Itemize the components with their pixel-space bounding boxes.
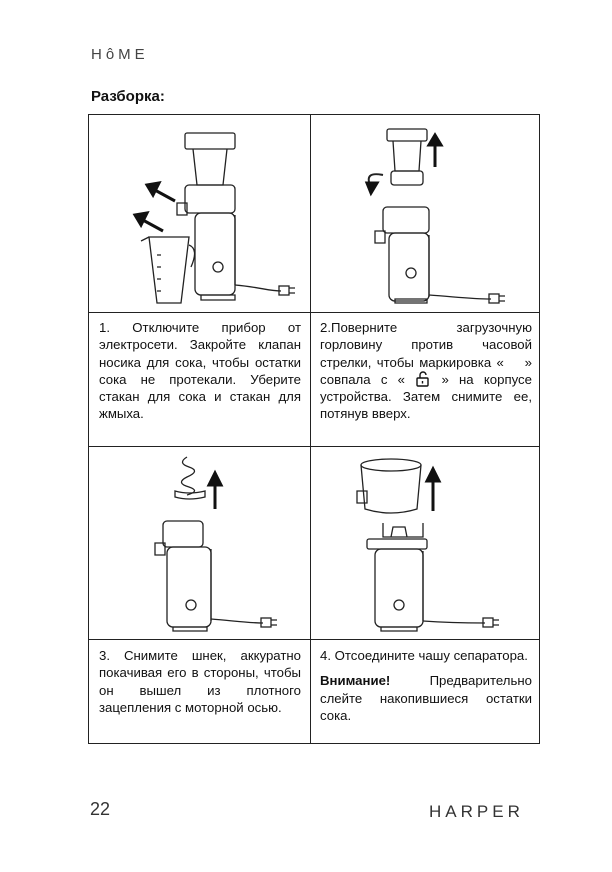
step-4-text-block	[320, 647, 532, 724]
step-1-illustration	[109, 125, 299, 307]
marker-space-icon	[509, 356, 519, 370]
step-2-text	[320, 319, 532, 423]
section-title: Разборка:	[91, 88, 165, 105]
step-2-text-part3: » на корпусе устройства. Затем снимите ее, потянув вверх.	[320, 371, 532, 422]
step-2-text-part1: 2.Поверните загрузочную горловину против часовой стрелки, чтобы маркировка «	[320, 320, 532, 370]
unlock-icon	[415, 371, 431, 387]
step-4-warning	[320, 672, 532, 724]
warning-text: Предварительно слейте накопившиеся остатки сока.	[320, 673, 532, 723]
step-4-illustration	[347, 451, 527, 635]
step-1-text: 1. Отключите прибор от электросети. Закройте клапан носика для сока, чтобы остатки сока не протекали. Уберите стакан для сока и стакан для жмыха.	[99, 320, 301, 422]
table-divider-2	[89, 446, 539, 447]
table-divider-3	[89, 639, 539, 640]
table-divider-vertical	[310, 115, 311, 743]
step-4-text: 4. Отсоедините чашу сепаратора.	[320, 648, 528, 663]
step-2-text-part2: » совпала с «	[320, 354, 532, 387]
step-3-illustration	[143, 451, 293, 635]
step-3-text: 3. Снимите шнек, аккуратно покачивая его в стороны, чтобы он вышел из плотного зацепления с моторной осью.	[99, 648, 301, 715]
step-2-illustration	[331, 123, 531, 307]
warning-label: Внимание!	[320, 673, 391, 689]
page-number: 22	[90, 799, 111, 819]
instruction-table	[88, 114, 540, 744]
brand-logo-harper: HARPER	[429, 802, 524, 821]
table-divider-1	[89, 312, 539, 313]
brand-logo-home: HôME	[91, 46, 149, 63]
